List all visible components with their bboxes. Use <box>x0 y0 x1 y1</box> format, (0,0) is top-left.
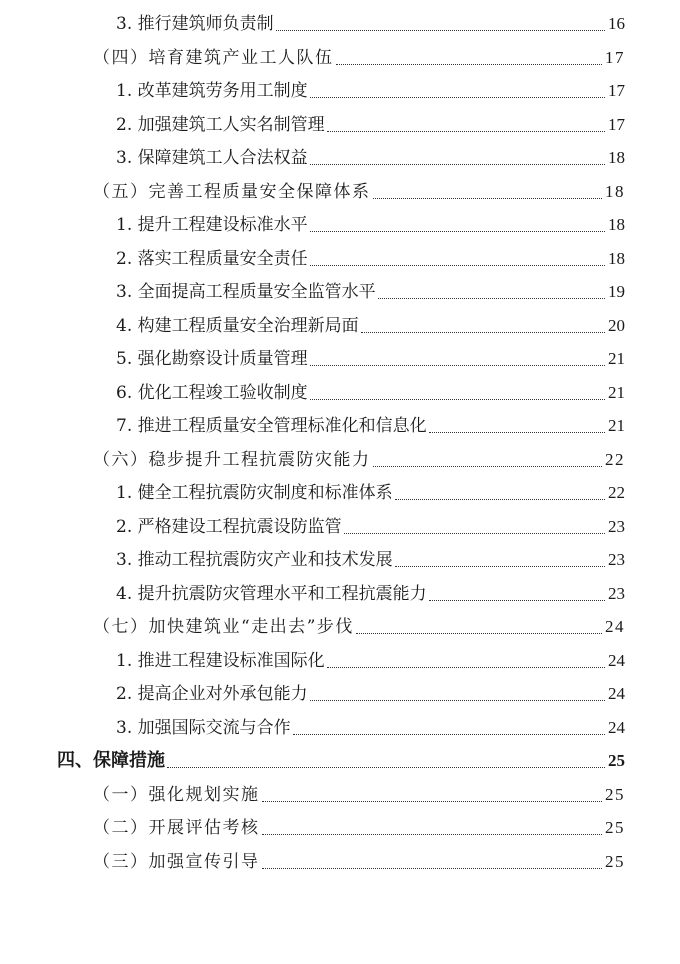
toc-entry-title: （五）完善工程质量安全保障体系 <box>93 182 371 202</box>
toc-entry-title: 2. 落实工程质量安全责任 <box>116 249 308 269</box>
toc-entry-title: 2. 提高企业对外承包能力 <box>116 684 308 704</box>
toc-page-number: 18 <box>605 182 625 201</box>
toc-page-number: 16 <box>608 14 625 33</box>
toc-entry-title: 2. 严格建设工程抗震设防监管 <box>116 517 342 537</box>
toc-entry-title: （六）稳步提升工程抗震防灾能力 <box>93 450 371 470</box>
toc-leader-dots <box>336 64 603 65</box>
toc-entry-title: 3. 推动工程抗震防灾产业和技术发展 <box>116 550 393 570</box>
toc-entry[interactable] <box>116 578 625 604</box>
toc-entry-title: 2. 加强建筑工人实名制管理 <box>116 115 325 135</box>
toc-leader-dots <box>344 533 605 534</box>
toc-page-number: 25 <box>608 751 625 770</box>
toc-entry[interactable] <box>116 377 625 403</box>
toc-leader-dots <box>373 466 603 467</box>
toc-entry[interactable] <box>93 812 625 838</box>
toc-leader-dots <box>395 499 605 500</box>
toc-entry[interactable] <box>116 310 625 336</box>
toc-leader-dots <box>262 834 603 835</box>
toc-entry-title: 1. 推进工程建设标准国际化 <box>116 651 325 671</box>
toc-entry-title: 1. 提升工程建设标准水平 <box>116 215 308 235</box>
toc-leader-dots <box>310 231 605 232</box>
toc-leader-dots <box>429 432 605 433</box>
toc-page-number: 20 <box>608 316 625 335</box>
toc-entry[interactable] <box>93 176 625 202</box>
toc-leader-dots <box>356 633 602 634</box>
toc-page-number: 19 <box>608 282 625 301</box>
toc-entry-title: （二）开展评估考核 <box>93 818 260 838</box>
toc-leader-dots <box>310 164 605 165</box>
toc-entry[interactable] <box>116 75 625 101</box>
toc-entry-title: 3. 推行建筑师负责制 <box>116 14 274 34</box>
toc-leader-dots <box>327 667 605 668</box>
toc-entry-title: 4. 提升抗震防灾管理水平和工程抗震能力 <box>116 584 427 604</box>
toc-page-number: 17 <box>608 81 625 100</box>
toc-entry-title: 四、保障措施 <box>57 750 165 771</box>
toc-leader-dots <box>310 365 605 366</box>
toc-page-number: 23 <box>608 584 625 603</box>
toc-entry-title: 3. 加强国际交流与合作 <box>116 718 291 738</box>
toc-page-number: 18 <box>608 249 625 268</box>
toc-page-number: 18 <box>608 148 625 167</box>
toc-entry[interactable] <box>93 42 625 68</box>
toc-leader-dots <box>361 332 605 333</box>
toc-entry[interactable] <box>116 142 625 168</box>
toc-leader-dots <box>262 868 603 869</box>
toc-leader-dots <box>395 566 605 567</box>
toc-entry[interactable] <box>116 511 625 537</box>
toc-entry[interactable] <box>116 477 625 503</box>
toc-entry[interactable] <box>57 745 625 771</box>
toc-leader-dots <box>262 801 603 802</box>
toc-leader-dots <box>310 265 605 266</box>
toc-entry[interactable] <box>93 611 625 637</box>
toc-entry[interactable] <box>116 410 625 436</box>
toc-entry-title: （四）培育建筑产业工人队伍 <box>93 48 334 68</box>
toc-entry[interactable] <box>116 243 625 269</box>
toc-entry[interactable] <box>93 444 625 470</box>
toc-entry-title: 1. 健全工程抗震防灾制度和标准体系 <box>116 483 393 503</box>
toc-leader-dots <box>429 600 605 601</box>
toc-entry[interactable] <box>116 645 625 671</box>
toc-entry-title: 3. 全面提高工程质量安全监管水平 <box>116 282 376 302</box>
toc-page-number: 24 <box>608 718 625 737</box>
toc-entry[interactable] <box>116 712 625 738</box>
toc-entry[interactable] <box>116 276 625 302</box>
toc-leader-dots <box>293 734 605 735</box>
toc-page-number: 25 <box>605 852 625 871</box>
toc-page-number: 25 <box>605 785 625 804</box>
toc-entry-title: （一）强化规划实施 <box>93 785 260 805</box>
toc-entry-title: （七）加快建筑业“走出去”步伐 <box>93 617 354 637</box>
toc-entry-title: 5. 强化勘察设计质量管理 <box>116 349 308 369</box>
toc-page-number: 17 <box>605 48 625 67</box>
toc-page-number: 21 <box>608 416 625 435</box>
toc-page-number: 22 <box>605 450 625 469</box>
toc-leader-dots <box>310 399 605 400</box>
toc-entry[interactable] <box>116 544 625 570</box>
toc-entry-title: 1. 改革建筑劳务用工制度 <box>116 81 308 101</box>
toc-entry[interactable] <box>116 678 625 704</box>
toc-page-number: 21 <box>608 383 625 402</box>
toc-leader-dots <box>373 198 603 199</box>
toc-entry-title: 4. 构建工程质量安全治理新局面 <box>116 316 359 336</box>
toc-leader-dots <box>310 97 605 98</box>
toc-page-number: 24 <box>608 651 625 670</box>
toc-entry-title: 6. 优化工程竣工验收制度 <box>116 383 308 403</box>
toc-entry[interactable] <box>93 846 625 872</box>
toc-leader-dots <box>378 298 605 299</box>
toc-entry-title: 3. 保障建筑工人合法权益 <box>116 148 308 168</box>
toc-page-number: 22 <box>608 483 625 502</box>
toc-leader-dots <box>327 131 605 132</box>
toc-entry[interactable] <box>116 8 625 34</box>
toc-entry-title: 7. 推进工程质量安全管理标准化和信息化 <box>116 416 427 436</box>
toc-page-number: 24 <box>608 684 625 703</box>
toc-page-number: 23 <box>608 517 625 536</box>
toc-page-number: 17 <box>608 115 625 134</box>
toc-page-number: 25 <box>605 818 625 837</box>
toc-entry[interactable] <box>116 343 625 369</box>
toc-page-number: 24 <box>605 617 625 636</box>
toc-page-number: 18 <box>608 215 625 234</box>
toc-leader-dots <box>167 767 605 768</box>
toc-page-number: 21 <box>608 349 625 368</box>
toc-entry[interactable] <box>93 779 625 805</box>
toc-leader-dots <box>310 700 605 701</box>
toc-entry[interactable] <box>116 109 625 135</box>
toc-entry-title: （三）加强宣传引导 <box>93 852 260 872</box>
toc-entry[interactable] <box>116 209 625 235</box>
toc-page-number: 23 <box>608 550 625 569</box>
toc-leader-dots <box>276 30 605 31</box>
